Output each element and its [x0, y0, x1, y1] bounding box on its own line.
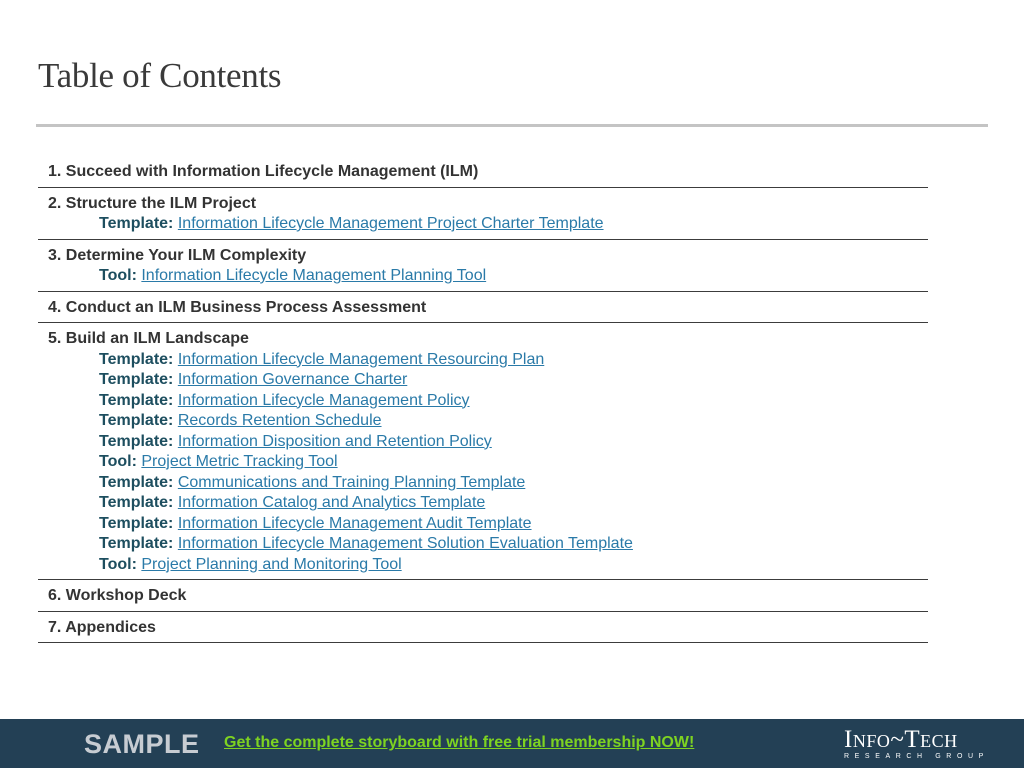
toc-section — [38, 292, 928, 324]
document-link[interactable]: Information Disposition and Retention Policy — [177, 432, 492, 450]
section-heading: 5. Build an ILM Landscape — [48, 330, 249, 347]
entry-type-label: Template: — [99, 350, 174, 368]
document-link[interactable]: Information Lifecycle Management Solution Evaluation Template — [177, 535, 633, 552]
section-heading: 1. Succeed with Information Lifecycle Management (ILM) — [48, 163, 479, 180]
section-heading: 4. Conduct an ILM Business Process Assessment — [48, 298, 427, 316]
entry-type-label: Template: — [99, 215, 174, 232]
toc-section — [38, 612, 928, 644]
toc-entry — [48, 391, 918, 412]
table-of-contents — [38, 156, 928, 643]
document-link[interactable]: Project Planning and Monitoring Tool — [141, 555, 402, 573]
logo-tagline: RESEARCH GROUP — [844, 753, 989, 760]
footer-bar — [0, 719, 1024, 768]
sample-label: SAMPLE — [84, 729, 200, 759]
toc-entry — [48, 514, 918, 535]
section-heading: 2. Structure the ILM Project — [48, 194, 257, 212]
entry-type-label: Template: — [99, 535, 174, 552]
entry-type-label: Template: — [99, 412, 174, 429]
entry-type-label: Tool: — [99, 267, 137, 284]
document-link[interactable]: Information Lifecycle Management Policy — [177, 391, 470, 409]
toc-entry — [48, 555, 918, 576]
section-heading: 7. Appendices — [48, 618, 156, 636]
toc-section — [38, 323, 928, 580]
toc-entry — [48, 266, 918, 287]
page-title: Table of Contents — [38, 56, 282, 95]
section-heading: 3. Determine Your ILM Complexity — [48, 246, 307, 264]
toc-entry — [48, 350, 918, 371]
document-link[interactable]: Records Retention Schedule — [177, 412, 382, 429]
document-link[interactable]: Information Lifecycle Management Audit Template — [177, 514, 532, 532]
toc-entry — [48, 214, 918, 235]
info-tech-logo — [844, 727, 990, 763]
toc-entry — [48, 370, 918, 391]
toc-section — [38, 580, 928, 612]
toc-entry — [48, 411, 918, 432]
document-link[interactable]: Communications and Training Planning Template — [177, 473, 526, 491]
toc-entry — [48, 452, 918, 473]
document-link[interactable]: Information Catalog and Analytics Template — [177, 494, 486, 511]
entry-type-label: Template: — [99, 391, 174, 409]
toc-entry — [48, 432, 918, 453]
toc-section — [38, 188, 928, 240]
toc-section — [38, 156, 928, 188]
toc-entry — [48, 493, 918, 514]
toc-entry — [48, 473, 918, 494]
document-link[interactable]: Project Metric Tracking Tool — [141, 453, 338, 470]
logo-wordmark: Info~Tech — [844, 726, 958, 753]
entry-type-label: Template: — [99, 514, 174, 532]
document-link[interactable]: Information Lifecycle Management Project Charter Template — [177, 215, 604, 232]
document-link[interactable]: Information Lifecycle Management Resourcing Plan — [177, 350, 545, 368]
title-divider — [36, 124, 988, 127]
trial-membership-link[interactable]: Get the complete storyboard with free trial membership NOW! — [224, 734, 695, 751]
entry-type-label: Tool: — [99, 453, 137, 470]
document-link[interactable]: Information Governance Charter — [177, 371, 408, 388]
entry-type-label: Template: — [99, 494, 174, 511]
section-heading: 6. Workshop Deck — [48, 587, 187, 604]
toc-section — [38, 240, 928, 292]
entry-type-label: Tool: — [99, 555, 137, 573]
entry-type-label: Template: — [99, 473, 174, 491]
toc-entry — [48, 534, 918, 555]
entry-type-label: Template: — [99, 432, 174, 450]
entry-type-label: Template: — [99, 371, 174, 388]
document-link[interactable]: Information Lifecycle Management Planning Tool — [141, 267, 487, 284]
